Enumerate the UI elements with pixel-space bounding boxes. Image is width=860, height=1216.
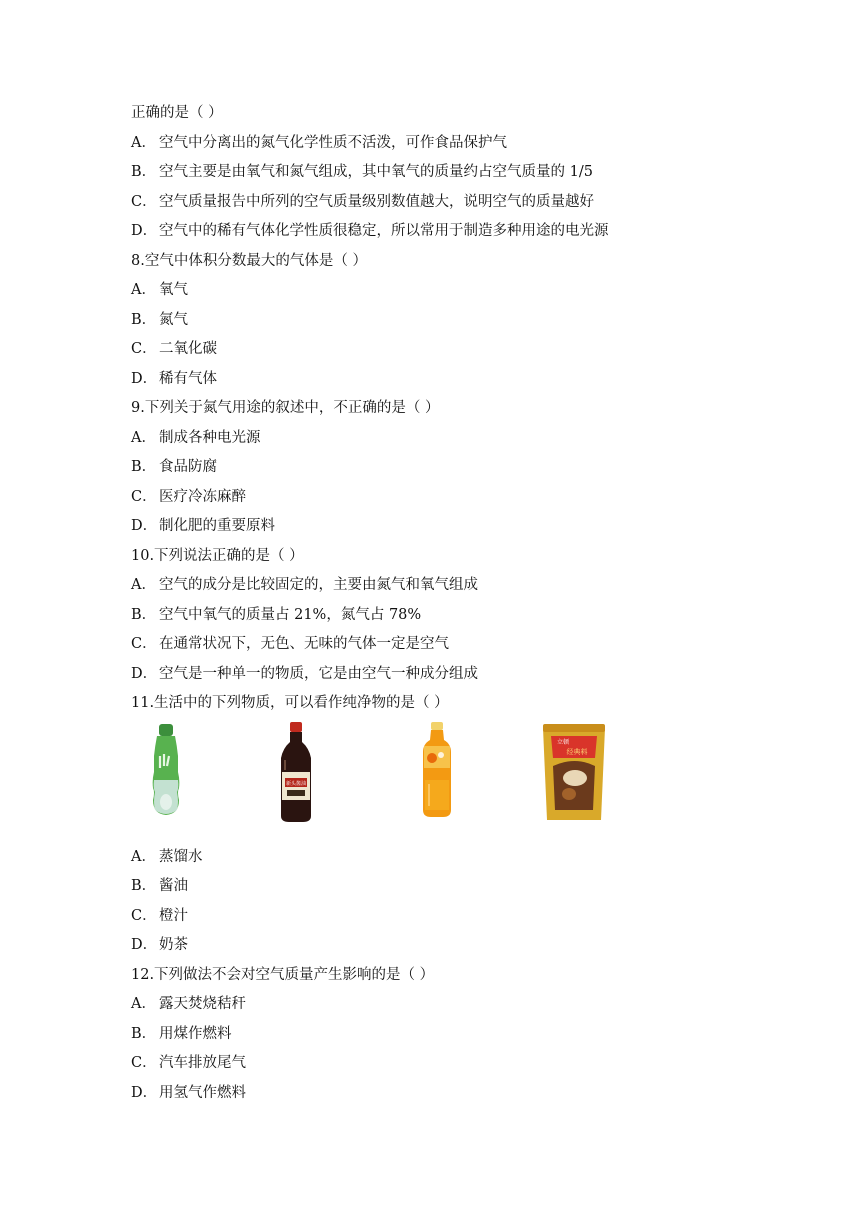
- option-letter: B．: [131, 606, 157, 623]
- option-letter: C．: [131, 907, 157, 924]
- q8-option-b: [131, 306, 731, 336]
- q11-option-a: [131, 843, 731, 873]
- option-text: 氮气: [159, 311, 188, 328]
- q10-option-d: [131, 660, 731, 690]
- option-text: 用氢气作燃料: [159, 1084, 246, 1101]
- option-text: 空气中分离出的氮气化学性质不活泼，可作食品保护气: [159, 134, 507, 151]
- option-text: 二氧化碳: [159, 341, 217, 357]
- q9-option-b: [131, 453, 731, 483]
- q7-stem: 正确的是（ ）: [131, 105, 223, 121]
- option-text: 酱油: [159, 878, 188, 894]
- q11-option-c: [131, 902, 731, 932]
- soy-sauce-label: 新头酱油: [285, 780, 307, 787]
- option-text: 露天焚烧秸秆: [159, 996, 246, 1012]
- q7-option-d: [131, 217, 731, 247]
- q12-stem: 12.下列做法不会对空气质量产生影响的是（ ）: [131, 966, 435, 983]
- document-page: [131, 99, 731, 1108]
- option-letter: D．: [131, 665, 158, 682]
- cup-product-label: 经典料: [566, 747, 588, 756]
- option-text: 空气的成分是比较固定的，主要由氮气和氧气组成: [159, 577, 478, 593]
- option-text: 空气是一种单一的物质，它是由空气一种成分组成: [159, 665, 478, 682]
- q7-option-a: [131, 129, 731, 159]
- option-text: 制成各种电光源: [159, 429, 261, 446]
- option-text: 空气中氧气的质量占 21%，氮气占 78%: [159, 606, 422, 623]
- q9-option-a: [131, 424, 731, 454]
- q7-option-c: [131, 188, 731, 218]
- option-letter: A．: [131, 848, 156, 865]
- option-letter: A．: [131, 429, 156, 446]
- water-bottle-icon: [145, 722, 187, 818]
- option-letter: B．: [131, 1025, 157, 1042]
- q12-option-a: [131, 990, 731, 1020]
- q12-option-d: [131, 1079, 731, 1109]
- orange-juice-bottle-icon: [417, 722, 457, 818]
- option-text: 用煤作燃料: [159, 1025, 232, 1042]
- option-text: 空气中的稀有气体化学性质很稳定，所以常用于制造多种用途的电光源: [159, 223, 609, 239]
- option-letter: A．: [131, 577, 156, 593]
- option-text: 医疗冷冻麻醉: [159, 488, 246, 505]
- option-text: 空气质量报告中所列的空气质量级别数值越大，说明空气的质量越好: [159, 193, 594, 210]
- q7-option-b: [131, 158, 731, 188]
- option-letter: C．: [131, 488, 157, 505]
- q11-option-d: [131, 931, 731, 961]
- q12-option-b: [131, 1020, 731, 1050]
- milk-tea-cup-icon: [541, 722, 607, 824]
- q10-option-c: [131, 630, 731, 660]
- option-letter: B．: [131, 164, 157, 180]
- option-letter: D．: [131, 1084, 158, 1101]
- q12-option-c: [131, 1049, 731, 1079]
- option-letter: D．: [131, 223, 158, 239]
- q10-option-a: [131, 571, 731, 601]
- option-text: 橙汁: [159, 907, 188, 924]
- option-letter: C．: [131, 193, 157, 210]
- option-letter: B．: [131, 311, 157, 328]
- option-letter: D．: [131, 518, 158, 534]
- q11-option-b: [131, 872, 731, 902]
- q9-option-d: [131, 512, 731, 542]
- option-letter: A．: [131, 134, 156, 151]
- option-text: 空气主要是由氧气和氮气组成，其中氧气的质量约占空气质量的 1/5: [159, 164, 593, 180]
- q11-image-row: [131, 722, 731, 838]
- q9-option-c: [131, 483, 731, 513]
- option-letter: B．: [131, 459, 157, 475]
- q8-option-c: [131, 335, 731, 365]
- option-text: 奶茶: [159, 937, 188, 953]
- q8-option-a: [131, 276, 731, 306]
- option-text: 制化肥的重要原料: [159, 518, 275, 534]
- option-text: 汽车排放尾气: [159, 1055, 246, 1071]
- soy-sauce-bottle-icon: [275, 722, 317, 824]
- option-text: 食品防腐: [159, 459, 217, 475]
- option-text: 氧气: [159, 282, 188, 298]
- option-letter: A．: [131, 282, 156, 298]
- option-letter: C．: [131, 636, 157, 652]
- q11-stem: 11.生活中的下列物质，可以看作纯净物的是（ ）: [131, 695, 449, 711]
- option-letter: C．: [131, 341, 157, 357]
- option-text: 蒸馏水: [159, 848, 203, 865]
- q9-stem: 9.下列关于氮气用途的叙述中，不正确的是（ ）: [131, 400, 440, 416]
- q8-option-d: [131, 365, 731, 395]
- option-letter: D．: [131, 937, 158, 953]
- option-letter: D．: [131, 370, 158, 387]
- q10-option-b: [131, 601, 731, 631]
- option-letter: C．: [131, 1055, 157, 1071]
- option-letter: A．: [131, 996, 156, 1012]
- option-text: 在通常状况下，无色、无味的气体一定是空气: [159, 636, 449, 652]
- option-text: 稀有气体: [159, 370, 217, 387]
- option-letter: B．: [131, 878, 157, 894]
- cup-brand-label: 立顿: [556, 738, 570, 746]
- q10-stem: 10.下列说法正确的是（ ）: [131, 547, 304, 564]
- q8-stem: 8.空气中体积分数最大的气体是（ ）: [131, 252, 367, 269]
